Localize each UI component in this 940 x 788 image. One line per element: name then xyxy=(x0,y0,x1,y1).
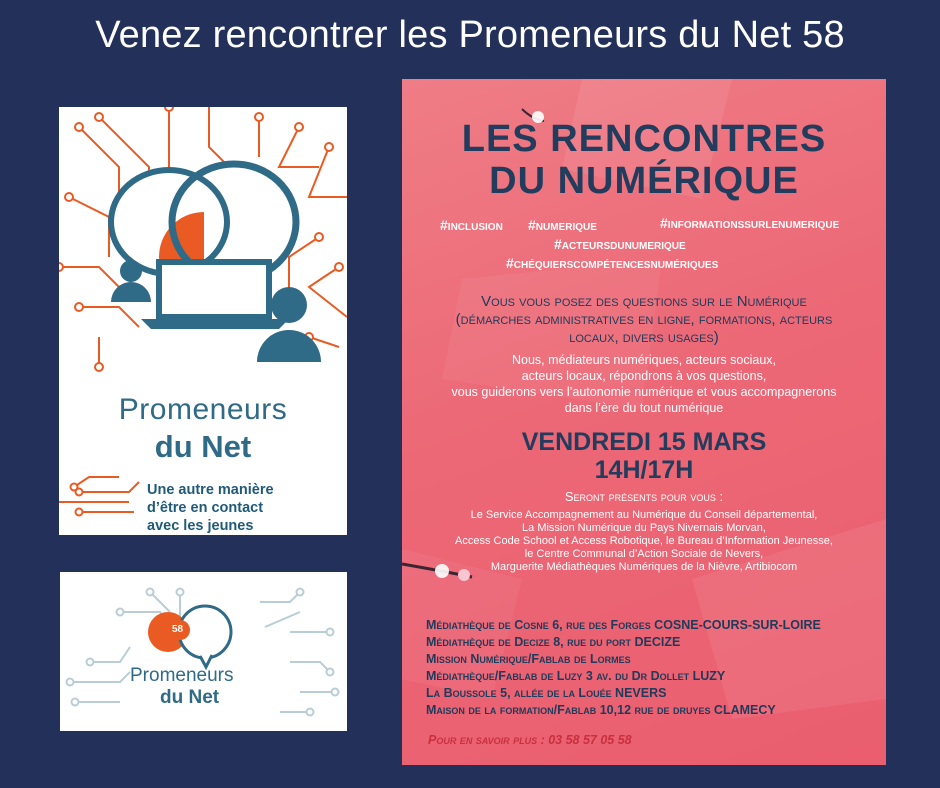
present-item: le Centre Communal d’Action Sociale de Nevers, xyxy=(524,548,764,560)
logo-brand-line2: du Net xyxy=(160,687,220,708)
venue-item: Médiathèque/Fablab de Luzy 3 av. du Dr Dollet LUZY xyxy=(426,669,726,683)
brand-name-line1: Promeneurs xyxy=(118,393,288,426)
event-time: 14H/17H xyxy=(594,456,694,484)
venue-item: Maison de la formation/Fablab 10,12 rue de druyes CLAMECY xyxy=(426,703,776,717)
tagline-line: d’être en contact xyxy=(147,500,264,516)
contact-info: Pour en savoir plus : 03 58 57 05 58 xyxy=(428,733,632,747)
intro-line: vous guiderons vers l’autonomie numérique et vous accompagnerons xyxy=(451,385,837,399)
intro-line: acteurs locaux, répondrons à vos questions, xyxy=(521,369,767,383)
promeneurs-logo-card xyxy=(60,572,347,731)
logo-brand-line1: Promeneurs xyxy=(130,665,234,686)
hashtag: #numerique xyxy=(528,217,597,233)
present-item: Marguerite Médiathèques Numériques de la Nièvre, Artibiocom xyxy=(490,561,798,573)
present-item: La Mission Numérique du Pays Nivernais Morvan, xyxy=(522,522,766,534)
question-line: (démarches administratives en ligne, formations, acteurs xyxy=(455,311,833,328)
venue-item: Médiathèque de Decize 8, rue du port DECIZE xyxy=(426,635,681,649)
hashtag: #chéquierscompétencesnumériques xyxy=(506,255,719,271)
event-date: VENDREDI 15 MARS xyxy=(521,428,767,456)
present-heading: Seront présents pour vous : xyxy=(564,489,724,504)
brand-name-line2: du Net xyxy=(154,429,252,464)
tagline-line: avec les jeunes xyxy=(147,518,254,534)
page-headline: Venez rencontrer les Promeneurs du Net 58 xyxy=(95,14,845,56)
logo-badge: 58 xyxy=(172,624,184,635)
promeneurs-card xyxy=(59,107,347,535)
present-item: Le Service Accompagnement au Numérique du Conseil départemental, xyxy=(470,509,818,521)
hashtag: #informationssurlenumerique xyxy=(660,215,840,231)
tagline-line: Une autre manière xyxy=(147,482,274,498)
circuit-illustration xyxy=(59,107,347,535)
hashtag: #acteursdunumerique xyxy=(554,236,686,252)
question-line: Vous vous posez des questions sur le Numérique xyxy=(481,293,807,310)
event-poster xyxy=(402,79,886,765)
poster-title-line1: LES RENCONTRES xyxy=(461,118,827,160)
hashtag: #inclusion xyxy=(440,217,503,233)
present-item: Access Code School et Access Robotique, le Bureau d’Information Jeunesse, xyxy=(455,535,833,547)
intro-line: Nous, médiateurs numériques, acteurs sociaux, xyxy=(511,353,776,367)
poster-title-line2: DU NUMÉRIQUE xyxy=(489,160,799,202)
venue-item: La Boussole 5, allée de la Louée NEVERS xyxy=(426,686,667,700)
venue-item: Médiathèque de Cosne 6, rue des Forges COSNE-COURS-SUR-LOIRE xyxy=(426,618,821,632)
intro-line: dans l’ère du tout numérique xyxy=(564,401,724,415)
venue-item: Mission Numérique/Fablab de Lormes xyxy=(426,652,631,666)
question-line: locaux, divers usages) xyxy=(569,329,719,346)
tagline xyxy=(147,481,274,535)
